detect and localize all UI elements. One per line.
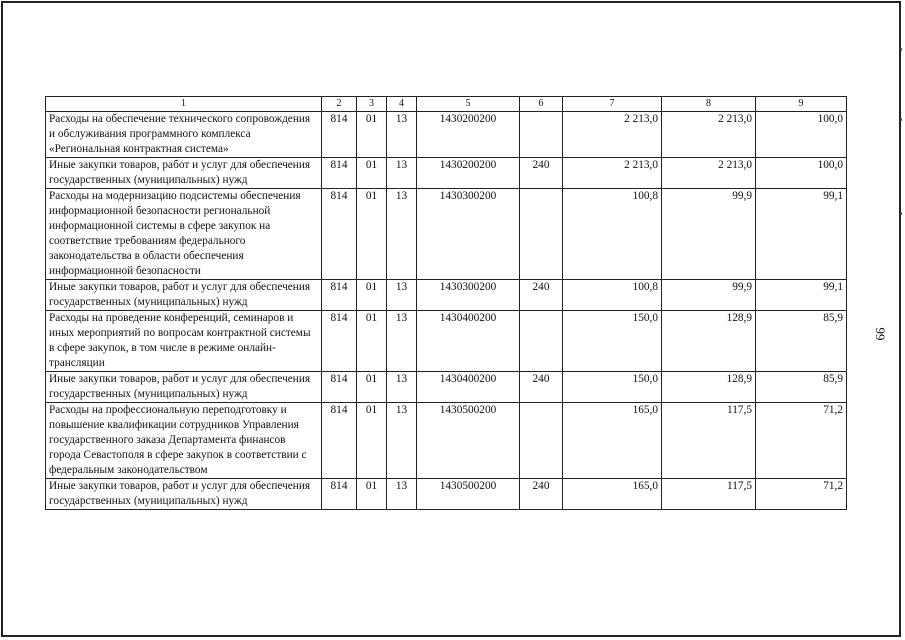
column-header-1: 1	[46, 97, 322, 112]
target-article-code: 1430200200	[417, 158, 520, 189]
subsection-code: 13	[387, 403, 417, 479]
column-header-3: 3	[357, 97, 387, 112]
row-description: Иные закупки товаров, работ и услуг для обеспечения государственных (муниципальных) нужд	[46, 158, 322, 189]
planned-amount: 100,8	[563, 280, 662, 311]
ministry-code: 814	[322, 158, 357, 189]
subsection-code: 13	[387, 280, 417, 311]
expense-type-code: 240	[520, 479, 563, 510]
section-code: 01	[357, 479, 387, 510]
page-number: 99	[873, 327, 888, 341]
ministry-code: 814	[322, 311, 357, 372]
expense-type-code: 240	[520, 372, 563, 403]
executed-amount: 2 213,0	[662, 158, 756, 189]
execution-percent: 99,1	[756, 189, 847, 280]
ministry-code: 814	[322, 479, 357, 510]
section-code: 01	[357, 112, 387, 158]
table-row	[46, 189, 847, 280]
edge-mark	[899, 212, 902, 215]
section-code: 01	[357, 403, 387, 479]
executed-amount: 99,9	[662, 280, 756, 311]
executed-amount: 117,5	[662, 479, 756, 510]
table-row	[46, 403, 847, 479]
subsection-code: 13	[387, 112, 417, 158]
execution-percent: 71,2	[756, 403, 847, 479]
target-article-code: 1430400200	[417, 372, 520, 403]
row-description: Расходы на модернизацию подсистемы обеспечения информационной безопасности региональной информационной системы в сфере закупок на соответствие требованиям федерального законодательства в области обеспечения информационной безопасности	[46, 189, 322, 280]
row-description: Расходы на проведение конференций, семинаров и иных мероприятий по вопросам контрактной системы в сфере закупок, в том числе в режиме онлайн-трансляции	[46, 311, 322, 372]
ministry-code: 814	[322, 403, 357, 479]
table-row	[46, 112, 847, 158]
section-code: 01	[357, 189, 387, 280]
ministry-code: 814	[322, 372, 357, 403]
executed-amount: 117,5	[662, 403, 756, 479]
executed-amount: 99,9	[662, 189, 756, 280]
target-article-code: 1430200200	[417, 112, 520, 158]
expense-type-code	[520, 311, 563, 372]
expense-type-code: 240	[520, 158, 563, 189]
table-row	[46, 280, 847, 311]
target-article-code: 1430300200	[417, 280, 520, 311]
planned-amount: 2 213,0	[563, 112, 662, 158]
planned-amount: 150,0	[563, 372, 662, 403]
row-description: Расходы на обеспечение технического сопровождения и обслуживания программного комплекса «Региональная контрактная система»	[46, 112, 322, 158]
execution-percent: 100,0	[756, 112, 847, 158]
target-article-code: 1430500200	[417, 479, 520, 510]
column-header-4: 4	[387, 97, 417, 112]
execution-percent: 71,2	[756, 479, 847, 510]
executed-amount: 128,9	[662, 311, 756, 372]
executed-amount: 2 213,0	[662, 112, 756, 158]
target-article-code: 1430400200	[417, 311, 520, 372]
subsection-code: 13	[387, 372, 417, 403]
expense-type-code	[520, 112, 563, 158]
planned-amount: 100,8	[563, 189, 662, 280]
column-header-7: 7	[563, 97, 662, 112]
executed-amount: 128,9	[662, 372, 756, 403]
column-header-6: 6	[520, 97, 563, 112]
table-row	[46, 311, 847, 372]
subsection-code: 13	[387, 311, 417, 372]
planned-amount: 2 213,0	[563, 158, 662, 189]
execution-percent: 85,9	[756, 372, 847, 403]
section-code: 01	[357, 311, 387, 372]
table-row	[46, 372, 847, 403]
planned-amount: 165,0	[563, 479, 662, 510]
edge-mark	[899, 48, 902, 51]
section-code: 01	[357, 280, 387, 311]
header-row	[46, 97, 847, 112]
expense-type-code	[520, 403, 563, 479]
row-description: Иные закупки товаров, работ и услуг для обеспечения государственных (муниципальных) нужд	[46, 280, 322, 311]
subsection-code: 13	[387, 158, 417, 189]
planned-amount: 150,0	[563, 311, 662, 372]
table-row	[46, 158, 847, 189]
budget-table	[45, 96, 847, 510]
edge-mark	[899, 118, 902, 121]
column-header-8: 8	[662, 97, 756, 112]
section-code: 01	[357, 158, 387, 189]
target-article-code: 1430300200	[417, 189, 520, 280]
section-code: 01	[357, 372, 387, 403]
row-description: Иные закупки товаров, работ и услуг для обеспечения государственных (муниципальных) нужд	[46, 479, 322, 510]
subsection-code: 13	[387, 189, 417, 280]
execution-percent: 99,1	[756, 280, 847, 311]
table-row	[46, 479, 847, 510]
row-description: Расходы на профессиональную переподготовку и повышение квалификации сотрудников Управления государственного заказа Департамента финансов города Севастополя в сфере закупок в соответствии с федеральным законодательством	[46, 403, 322, 479]
target-article-code: 1430500200	[417, 403, 520, 479]
execution-percent: 85,9	[756, 311, 847, 372]
ministry-code: 814	[322, 112, 357, 158]
planned-amount: 165,0	[563, 403, 662, 479]
subsection-code: 13	[387, 479, 417, 510]
column-header-5: 5	[417, 97, 520, 112]
execution-percent: 100,0	[756, 158, 847, 189]
expense-type-code: 240	[520, 280, 563, 311]
row-description: Иные закупки товаров, работ и услуг для обеспечения государственных (муниципальных) нужд	[46, 372, 322, 403]
column-header-9: 9	[756, 97, 847, 112]
ministry-code: 814	[322, 189, 357, 280]
expense-type-code	[520, 189, 563, 280]
ministry-code: 814	[322, 280, 357, 311]
column-header-2: 2	[322, 97, 357, 112]
